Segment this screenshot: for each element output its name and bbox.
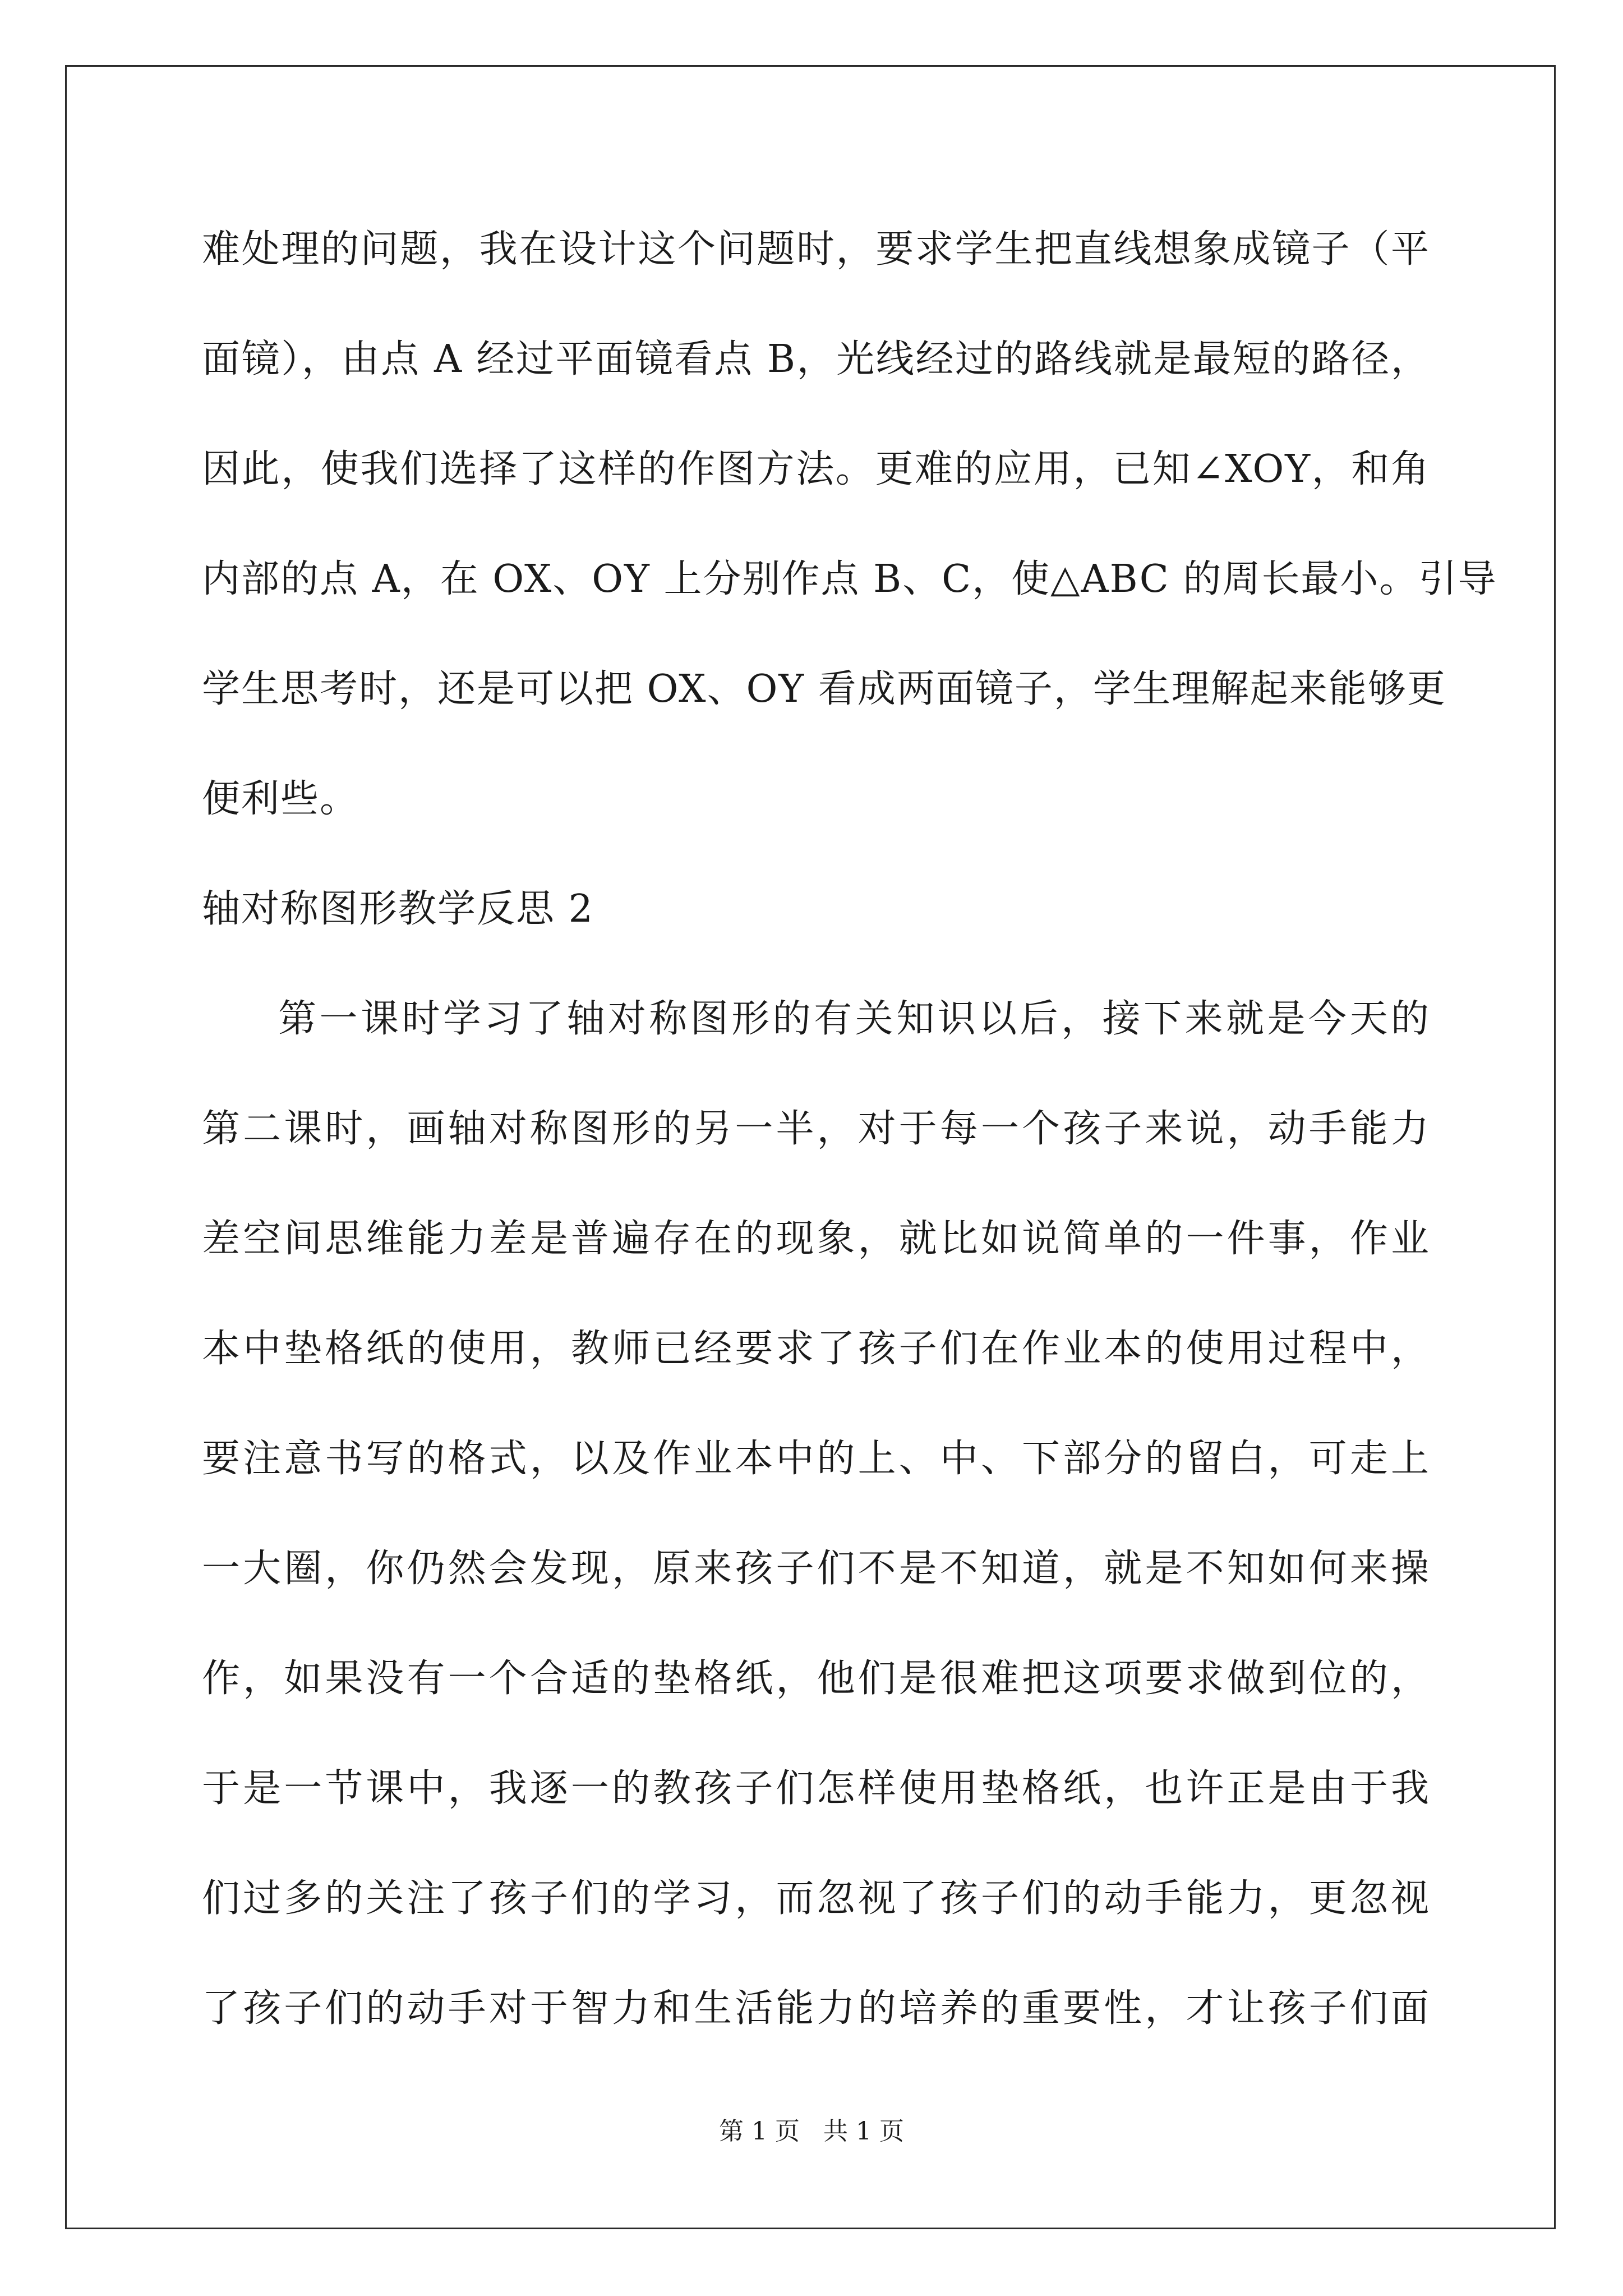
section-heading: 轴对称图形教学反思 2: [202, 887, 594, 931]
text-line: 了孩子们的动手对于智力和生活能力的培养的重要性，才让孩子们面: [202, 1986, 1430, 2031]
text-line: 作，如果没有一个合适的垫格纸，他们是很难把这项要求做到位的，: [202, 1657, 1430, 1701]
text-line: 要注意书写的格式，以及作业本中的上、中、下部分的留白，可走上: [202, 1437, 1430, 1481]
text-line: 于是一节课中，我逐一的教孩子们怎样使用垫格纸，也许正是由于我: [202, 1766, 1430, 1811]
text-line: 差空间思维能力差是普遍存在的现象，就比如说简单的一件事，作业: [202, 1217, 1430, 1261]
text-line: 面镜），由点 A 经过平面镜看点 B，光线经过的路线就是最短的路径，: [202, 337, 1430, 381]
text-line: 一大圈，你仍然会发现，原来孩子们不是不知道，就是不知如何来操: [202, 1547, 1430, 1591]
text-line: 难处理的问题，我在设计这个问题时，要求学生把直线想象成镜子（平: [202, 227, 1430, 272]
text-line: 第二课时，画轴对称图形的另一半，对于每一个孩子来说，动手能力: [202, 1107, 1430, 1151]
text-line: 内部的点 A，在 OX、OY 上分别作点 B、C，使△ABC 的周长最小。引导: [202, 557, 1497, 601]
text-line: 们过多的关注了孩子们的学习，而忽视了孩子们的动手能力，更忽视: [202, 1876, 1430, 1921]
text-line: 第一课时学习了轴对称图形的有关知识以后，接下来就是今天的: [278, 997, 1430, 1041]
text-line: 本中垫格纸的使用，教师已经要求了孩子们在作业本的使用过程中，: [202, 1327, 1430, 1371]
text-line: 便利些。: [202, 777, 359, 821]
text-line: 学生思考时，还是可以把 OX、OY 看成两面镜子，学生理解起来能够更: [202, 667, 1446, 711]
text-line: 因此，使我们选择了这样的作图方法。更难的应用，已知∠XOY，和角: [202, 447, 1430, 491]
page-footer: 第 1 页 共 1 页: [719, 2117, 904, 2146]
